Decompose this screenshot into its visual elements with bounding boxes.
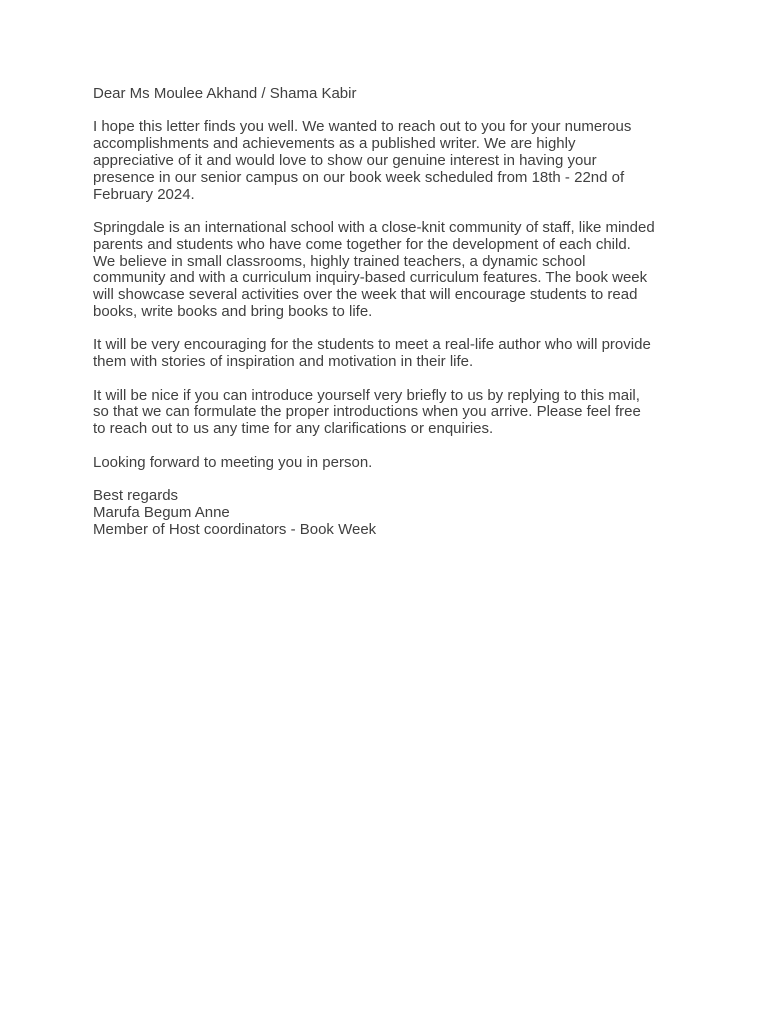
letter-body xyxy=(93,86,683,555)
text-line: will showcase several activities over the week that will encourage students to read xyxy=(93,286,638,304)
text-line: presence in our senior campus on our book week scheduled from 18th - 22nd of xyxy=(93,168,625,186)
paragraph-intro xyxy=(93,119,683,203)
text-line: Springdale is an international school with a close-knit community of staff, like minded xyxy=(93,218,655,236)
text-line: appreciative of it and would love to show our genuine interest in having your xyxy=(93,151,597,169)
paragraph-encouraging xyxy=(93,337,683,371)
text-line: It will be nice if you can introduce yourself very briefly to us by replying to this mail, xyxy=(93,386,640,404)
text-line: to reach out to us any time for any clarifications or enquiries. xyxy=(93,420,494,438)
signoff xyxy=(93,488,683,538)
signer-title: Member of Host coordinators - Book Week xyxy=(93,520,377,538)
text-line: community and with a curriculum inquiry-based curriculum features. The book week xyxy=(93,269,648,287)
signer-name: Marufa Begum Anne xyxy=(93,503,230,521)
paragraph-looking-forward xyxy=(93,455,683,472)
text-line: I hope this letter finds you well. We wanted to reach out to you for your numerous xyxy=(93,118,632,136)
text-line: accomplishments and achievements as a published writer. We are highly xyxy=(93,135,576,153)
text-line: We believe in small classrooms, highly trained teachers, a dynamic school xyxy=(93,252,586,270)
text-line: books, write books and bring books to life. xyxy=(93,302,373,320)
text-line: It will be very encouraging for the students to meet a real-life author who will provide xyxy=(93,336,651,354)
text-line: so that we can formulate the proper introductions when you arrive. Please feel free xyxy=(93,403,641,421)
paragraph-introduce xyxy=(93,388,683,438)
text-line: Looking forward to meeting you in person. xyxy=(93,453,373,471)
text-line: February 2024. xyxy=(93,185,195,203)
paragraph-school xyxy=(93,220,683,321)
text-line: them with stories of inspiration and motivation in their life. xyxy=(93,353,474,371)
text-line: parents and students who have come together for the development of each child. xyxy=(93,235,631,253)
salutation: Dear Ms Moulee Akhand / Shama Kabir xyxy=(93,85,357,102)
closing: Best regards xyxy=(93,486,179,504)
